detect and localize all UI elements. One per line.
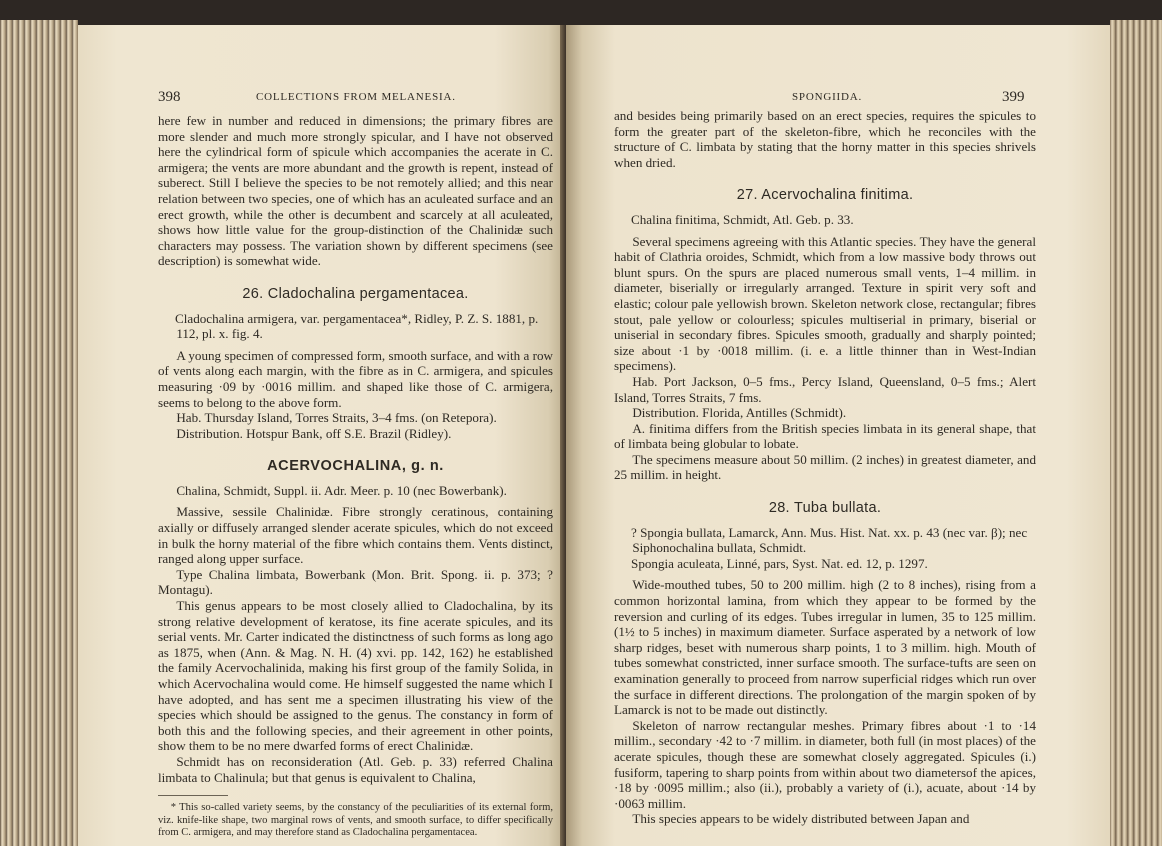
- species-26-heading: 26. Cladochalina pergamentacea.: [242, 285, 469, 302]
- species-27-measure: The specimens measure about 50 millim. (2 inches) in greatest diameter, and 25 millim. in height.: [614, 451, 1036, 483]
- footnote: * This so-called variety seems, by the constancy of the peculiarities of its external form, viz. knife-like shape, two marginal rows of vents, and smooth surface, to differ specifically from C. armigera, and may therefore stand as Cladochalina pergamentacea.: [158, 802, 553, 838]
- genus-synonymy: Chalina, Schmidt, Suppl. ii. Adr. Meer. p. 10 (nec Bowerbank).: [176, 482, 507, 498]
- species-27-description: Several specimens agreeing with this Atlantic species. They have the general habit of Clathria oroides, Schmidt, which from a low massive body throws out blunt spurs. On the spurs are placed numerous small vents, 1–4 millim. in diameter, biserially or irregularly arranged. Texture in spirit very soft and elastic; colour pale yellowish brown. Skeleton network close, rectangular; fibres stout, pale yellow or colourless; spicules multiserial in primary, biserial or uniserial in secondary fibres. Spicules smooth, gradually and sharply pointed; size about ·1 by ·0018 millim. (i. e. a little thinner than in West-Indian specimens).: [614, 233, 1036, 374]
- species-26-description: A young specimen of compressed form, smooth surface, and with a row of vents along each margin, with the fibre as in C. armigera, and spicules measuring ·09 by ·0016 millim. and shaped like those of C. armigera, seems to belong to the above form.: [158, 347, 553, 410]
- species-26-hab: Hab. Thursday Island, Torres Straits, 3–4 fms. (on Retepora).: [176, 410, 497, 426]
- genus-heading: ACERVOCHALINA, g. n.: [267, 458, 444, 475]
- left-page-content: [158, 113, 553, 839]
- species-27-hab: Hab. Port Jackson, 0–5 fms., Percy Island, Queensland, 0–5 fms.; Alert Island, Torres Straits, 7 fms.: [614, 373, 1036, 405]
- species-26-distribution: Distribution. Hotspur Bank, off S.E. Brazil (Ridley).: [176, 425, 452, 441]
- species-28-distribution-start: This species appears to be widely distributed between Japan and: [632, 811, 970, 827]
- page-number-right: 399: [1002, 89, 1025, 105]
- species-26-synonymy: Cladochalina armigera, var. pergamentacea*, Ridley, P. Z. S. 1881, p. 112, pl. x. fig. 4.: [175, 310, 539, 342]
- genus-diagnosis: Massive, sessile Chalinidæ. Fibre strongly ceratinous, containing axially or diffusely arranged slender acerate spicules, which do not exceed in bulk the horny material of the fibre which contains them. Vents distinct, ranged along upper surface.: [158, 504, 553, 567]
- right-page-content: [614, 108, 1036, 827]
- species-27-heading: 27. Acervochalina finitima.: [736, 187, 914, 204]
- left-page: [78, 25, 568, 846]
- genus-type: Type Chalina limbata, Bowerbank (Mon. Brit. Spong. ii. p. 373; ? Montagu).: [158, 566, 553, 598]
- species-28-skeleton: Skeleton of narrow rectangular meshes. Primary fibres about ·1 to ·14 millim., secondary ·42 to ·7 millim. in diameter, both full (in most places) of the acerate spicules, though these are somewhat closely aggregated. Spicules (i.) fusiform, tapering to sharp points from within about two diametersof the apices, ·18 by ·0095 millim.; also (ii.), probably a variety of (i.), acuate, about ·14 by ·0063 millim.: [614, 717, 1036, 811]
- running-head-left: COLLECTIONS FROM MELANESIA.: [256, 91, 456, 103]
- genus-schmidt: Schmidt has on reconsideration (Atl. Geb. p. 33) referred Chalina limbata to Chalinula; but that genus is equivalent to Chalina,: [158, 753, 553, 785]
- species-28-synonymy-1: ? Spongia bullata, Lamarck, Ann. Mus. Hist. Nat. xx. p. 43 (nec var. β); nec Siphonochalina bullata, Schmidt.: [631, 524, 1028, 556]
- right-page: [566, 25, 1110, 846]
- species-28-heading: 28. Tuba bullata.: [768, 500, 882, 517]
- intro-paragraph: here few in number and reduced in dimensions; the primary fibres are more slender and much more strongly spicular, and I have not observed here the cylindrical form of spicule which accompanies the acerate in C. armigera; the vents are more abundant and the growth is repent, instead of suberect. Still I believe the species to be not remotely allied; and this near relation between two species, one of which has an aculeated surface and an erect growth, while the other is decumbent and scarcely at all aculeated, shows how little value for the group-distinction of the Chalinidæ such characters may possess. The variation shown by different specimens (see description) is somewhat wide.: [158, 113, 553, 269]
- page-edges-left: [0, 20, 78, 846]
- footnote-rule: [158, 795, 228, 796]
- page-number-left: 398: [158, 89, 181, 105]
- continuation-paragraph: and besides being primarily based on an erect species, requires the spicules to form the greater part of the skeleton-fibre, which he reconciles with the structure of C. limbata by stating that the horny matter in this species shrivels when dried.: [614, 108, 1036, 170]
- genus-discussion: This genus appears to be most closely allied to Cladochalina, by its strong relative development of keratose, its fine acerate spicules, and its serial vents. Mr. Carter indicated the distinctness of such forms as long ago as 1875, when (Ann. & Mag. N. H. (4) xvi. pp. 142, 162) he established the family Acervochalinida, making his first group of the family Solida, in which Acervochalina would come. He himself suggested the name which I have adopted, and has sent me a specimen illustrating his view of the species which should be assigned to the genus. The constancy in form of both this and the following species, and their agreement in other points, show them to be no mere dwarfed forms of erect Chalinidæ.: [158, 598, 553, 754]
- species-27-comparison: A. finitima differs from the British species limbata in its general shape, that of limbata being globular to lobate.: [614, 420, 1036, 452]
- species-27-synonymy: Chalina finitima, Schmidt, Atl. Geb. p. 33.: [631, 211, 854, 227]
- species-28-synonymy-2: Spongia aculeata, Linné, pars, Syst. Nat. ed. 12, p. 1297.: [631, 555, 928, 571]
- species-27-distribution: Distribution. Florida, Antilles (Schmidt).: [632, 405, 847, 421]
- species-28-description: Wide-mouthed tubes, 50 to 200 millim. high (2 to 8 inches), rising from a common horizontal lamina, from which they appear to be formed by the reversion and curling of its edges. Tubes irregular in lumen, 35 to 125 millim. (1½ to 5 inches) in maximum diameter. Surface asperated by a network of low sharp ridges, beset with numerous sharp points, 1 to 3 millim. high. Mouth of tubes somewhat constricted, inner surface smooth. The surface-tufts are seen on examination generally to proceed from narrow superficial ridges which run over the surface in different directions. The prolongation of the margin spoken of by Lamarck is not to be made out distinctly.: [614, 577, 1036, 718]
- page-edges-right: [1110, 20, 1162, 846]
- running-head-right: SPONGIIDA.: [792, 91, 863, 103]
